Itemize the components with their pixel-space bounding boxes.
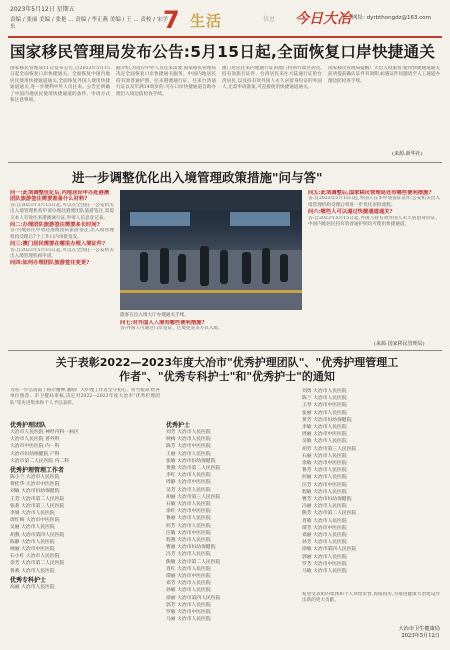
qa-question-7: 问七:对外国人入境有哪些便利措施? — [120, 320, 205, 326]
section-title: 生活 — [190, 12, 223, 30]
list-item: 柯丽 大冶市中医医院 — [10, 547, 55, 553]
article3-closing: 希望受表彰的集体和个人珍惜荣誉,再接再厉,为推进健康大冶建设作出新的更大贡献。 — [302, 592, 440, 604]
list-item: 程燕 大冶市人民医院 — [166, 538, 211, 544]
list-item: 李敏 大冶市人民医院 — [302, 425, 347, 431]
list-item: 周红梅 大冶市中医医院 — [10, 518, 60, 524]
qa-answer-2: 答:内地居民申请赴港澳团队旅游签注,出入境管理机构受理后7个工作日内审批签发。 — [10, 228, 114, 240]
list-item: 鲁燕 大冶市人民医院 — [10, 568, 55, 574]
list-item: 余芳 大冶市第二人民医院 — [10, 561, 65, 567]
list-item: 张丽 大冶市人民医院 — [302, 410, 347, 416]
list-item: 陈芳 大冶市中医医院 — [166, 444, 211, 450]
issue-date: 2023年5月12日 星期五 — [10, 6, 75, 13]
article3-intro: 为进一步弘扬南丁格尔精神,激励广大护理工作者坚守初心、担当使命,经各单位推荐、市卫健局审核,决定对2022—2023年度大冶市"优秀护理团队"等先进集体和个人予以表彰。 — [10, 388, 160, 406]
list-item: 罗敏 大冶市中医医院 — [166, 610, 211, 616]
list-item: 冯丽 大冶市人民医院 — [302, 504, 347, 510]
list-item: 吴芳 大冶市人民医院 — [166, 487, 211, 493]
qa-question-2: 问二:办理团队旅游签注需要多长时间? — [10, 222, 100, 229]
sign-org: 大冶市卫生健康局 — [398, 626, 440, 632]
team-list — [10, 429, 160, 465]
sign-date: 2023年5月12日 — [401, 633, 440, 639]
list-item: 胡芳 大冶市第三人民医院 — [302, 446, 357, 452]
qa-answer-5: 答:自2023年5月15日起,外国人在华申请签证证件,公安机关出入境管理机构受理后将进一步优化审批流程。 — [308, 196, 440, 208]
list-item: 石敏 大冶市人民医院 — [166, 502, 211, 508]
newspaper-logo: 今日大冶 — [295, 11, 351, 27]
list-item: 周静 大冶市中医医院 — [166, 480, 211, 486]
list-item: 陈小兰 大冶市人民医院 — [10, 475, 60, 481]
list-item: 汪敏 大冶市中医医院 — [166, 530, 211, 536]
article1-col4: 国家移民管理局提醒广大出入境旅客,使用快捷通道通关前请提前确认证件有效期,如遇证件问题请至人工通道办理边防检查手续。 — [328, 66, 440, 84]
nurse-list — [166, 429, 296, 623]
photo-caption: 旅客在出入境大厅办理通关手续。 — [120, 313, 189, 318]
specialist-list — [10, 584, 160, 591]
qa-answer-6: 答:自2023年5月15日起,外国人持有效外国人永久居留身份证、中国内地居民持有效普通护照均可使用快捷通道。 — [308, 215, 440, 228]
list-item: 徐丽 大冶市第四人民医院 — [166, 595, 221, 601]
article2-divider — [8, 350, 442, 351]
article1-divider — [8, 162, 442, 163]
category-specialist: 优秀专科护士 — [10, 576, 47, 584]
list-item: 孙芳 大冶市人民医院 — [302, 540, 347, 546]
list-item: 何丽 大冶市人民医院 — [302, 475, 347, 481]
list-item: 熊敏 大冶市第二人民医院 — [166, 559, 221, 565]
article2-headline: 进一步调整优化出入境管理政策措施"问与答" — [72, 170, 323, 185]
list-item: 李红 大冶市人民医院 — [166, 473, 211, 479]
list-item: 肖敏 大冶市人民医院 — [302, 518, 347, 524]
list-item: 余红 大冶市中医医院 — [166, 509, 211, 515]
editors-line: 责编 / 张丽 美编 / 张艳 ... 责编 / 李正燕 美编 / 王 ... 责校 / 宋学东 — [10, 17, 168, 30]
list-item: 曹丽 大冶市妇幼保健院 — [166, 545, 216, 551]
list-item: 刘敏 大冶市妇幼保健院 — [10, 489, 60, 495]
section-subtitle: 信息 — [263, 16, 276, 23]
list-item: 谭芳 大冶市中医医院 — [302, 525, 347, 531]
list-item: 大冶市妇幼保健院 产科 — [10, 451, 60, 457]
list-item: 王琴 大冶市中医医院 — [302, 403, 347, 409]
web-address: 网址: dyrbthongdz@163.com — [352, 15, 431, 21]
article2-left-column — [10, 190, 114, 346]
list-item: 郭芳 大冶市人民医院 — [166, 602, 211, 608]
list-item: 何芳 大冶市人民医院 — [166, 523, 211, 529]
qa-question-1: 问一:此项调整优化后,内地居民申办赴港澳团队旅游签注需要准备什么材料? — [10, 190, 110, 203]
list-item: 李娟 大冶市人民医院 — [10, 511, 55, 517]
qa-question-4: 问四:如何办理团队旅游签注变更? — [10, 260, 90, 267]
list-item: 石丽 大冶市人民医院 — [302, 453, 347, 459]
category-team: 优秀护理团队 — [10, 422, 47, 429]
list-item: 徐敏 大冶市第四人民医院 — [302, 547, 357, 553]
list-item: 罗芳 大冶市中医医院 — [302, 561, 347, 567]
article1-source: (来源:新华社) — [392, 151, 423, 157]
list-item: 胡丽 大冶市第三人民医院 — [166, 494, 221, 500]
list-item: 吴敏 大冶市人民医院 — [302, 439, 347, 445]
list-item: 汪芳 大冶市中医医院 — [302, 482, 347, 488]
list-item: 肖红 大冶市人民医院 — [166, 566, 211, 572]
list-item: 大冶市第二人民医院 内二科 — [10, 458, 70, 464]
article3-col2 — [166, 420, 296, 648]
list-item: 周丽 大冶市中医医院 — [302, 432, 347, 438]
article2-right-column — [308, 190, 440, 340]
article1-col1: 国家移民管理局11日发布公告,自2023年5月15日起全面恢复口岸快捷通关。全面恢复中国内地居民使用快捷通道通关,全面恢复外国人使用快捷通道通关,进一步便利中外人员往来。公告还明确了中国内地居民使用快捷通道的条件、申请方式和注意事项。 — [10, 66, 110, 104]
list-item: 柯梅 大冶市人民医院 — [166, 437, 211, 443]
list-item: 余敏 大冶市中医医院 — [302, 461, 347, 467]
news-photo — [120, 190, 302, 310]
article2-mid-column — [120, 320, 302, 346]
list-item: 胡燕 大冶市第四人民医院 — [10, 532, 65, 538]
list-item: 张莉 大冶市第三人民医院 — [10, 503, 65, 509]
qa-answer-7: 答:外国人可通过口岸签证、过境免签等方式入境。 — [120, 326, 223, 332]
qa-question-6: 问六:哪些人可以通过快捷通道通关? — [308, 209, 393, 216]
header-divider — [8, 36, 442, 38]
list-item: 程敏 大冶市人民医院 — [302, 489, 347, 495]
list-item: 鲁芳 大冶市人民医院 — [302, 468, 347, 474]
article3-col3 — [302, 388, 440, 588]
list-item: 熊芳 大冶市第二人民医院 — [302, 511, 357, 517]
qa-answer-1: 答:自2023年5月15日起,可以在全国任一公安机关出入境管理机构申请办理赴港澳团队旅游签注,需提交本人有效往来港澳通行证,申请人信息登记表。 — [10, 202, 114, 221]
manager-list — [10, 474, 160, 575]
list-item: 邓丽 大冶市人民医院 — [302, 533, 347, 539]
list-item: 张敏 大冶市妇幼保健院 — [166, 458, 216, 464]
qa-question-3: 问三:澳门居民需要在哪里办理入境证件? — [10, 241, 106, 248]
list-item: 王丽 大冶市人民医院 — [166, 451, 211, 457]
list-item: 刘勇 大冶市人民医院 — [302, 389, 347, 394]
list-item: 高丽 大冶市人民医院 — [10, 584, 55, 590]
list-item: 刘芳 大冶市人民医院 — [166, 430, 211, 435]
nurse-list-continued — [302, 388, 440, 575]
list-item: 陈兰 大冶市人民医院 — [302, 396, 347, 402]
page-number: 7 — [163, 6, 180, 34]
list-item: 大冶市人民医院 普外科 — [10, 437, 60, 443]
article3-col1 — [10, 420, 160, 648]
category-manager: 优秀护理管理工作者 — [10, 467, 65, 475]
list-item: 黄芳 大冶市妇幼保健院 — [302, 417, 352, 423]
article1-col3: 澳门居民往来内地通行证的澳门特别行政区居民,持有效旅行证件、台湾居民来往大陆通行证的台湾居民,以及持有效外国人永久居留身份证的外国人,无需申请备案,可直接使用快捷通道通关。 — [222, 66, 322, 91]
list-item: 冯芳 大冶市人民医院 — [166, 552, 211, 558]
list-item: 马敏 大冶市人民医院 — [302, 569, 347, 575]
list-item: 石小红 大冶市人民医院 — [10, 554, 60, 560]
list-item: 黄燕 大冶市第二人民医院 — [166, 466, 221, 472]
list-item: 曹芳 大冶市妇幼保健院 — [302, 497, 352, 503]
list-item: 黄桂华 大冶市中医医院 — [10, 482, 60, 488]
article1-headline: 国家移民管理局发布公告:5月15日起,全面恢复口岸快捷通关 — [10, 43, 436, 61]
list-item: 陈静 大冶市人民医院 — [10, 539, 55, 545]
list-item: 吴丽 大冶市人民医院 — [10, 525, 55, 531]
article3-headline: 关于表彰2022—2023年度大冶市"优秀护理团队"、"优秀护理管理工作者"、"优秀专科护士"和"优秀护士"的通知 — [55, 356, 399, 383]
list-item: 谭丽 大冶市中医医院 — [166, 574, 211, 580]
list-item: 大冶市中医医院 内一科 — [10, 444, 60, 450]
signature-block — [330, 626, 440, 640]
page-header — [0, 0, 450, 40]
airport-hall-photo — [120, 190, 302, 310]
article1-col2: 据介绍,为适应中外人员往来需要,国家移民管理局决定全面恢复口岸快捷通关服务。中国内地居民持有效普通护照、往来港澳通行证、往来台湾通行证以及年满14周岁的,可在口岸快捷通道自助办理出入境边防检查手续。 — [116, 66, 216, 97]
qa-answer-3: 答:自2023年5月15日起,可以在全国任一公安机关出入境管理机构申请。 — [10, 247, 114, 260]
list-item: 王芳 大冶市第二人民医院 — [10, 496, 65, 502]
list-item: 孙敏 大冶市人民医院 — [166, 588, 211, 594]
article2-source: (来源:国家移民管理局) — [374, 341, 425, 347]
list-item: 大冶市人民医院 神经内科一病区 — [10, 430, 79, 435]
category-nurse: 优秀护士 — [166, 422, 191, 429]
list-item: 郭丽 大冶市人民医院 — [302, 554, 347, 560]
list-item: 邓芳 大冶市人民医院 — [166, 581, 211, 587]
list-item: 马丽 大冶市人民医院 — [166, 617, 211, 623]
qa-question-5: 问五:此项调整后,国家移民管理局还有哪些便利措施? — [308, 190, 432, 196]
list-item: 鲁丽 大冶市人民医院 — [166, 516, 211, 522]
